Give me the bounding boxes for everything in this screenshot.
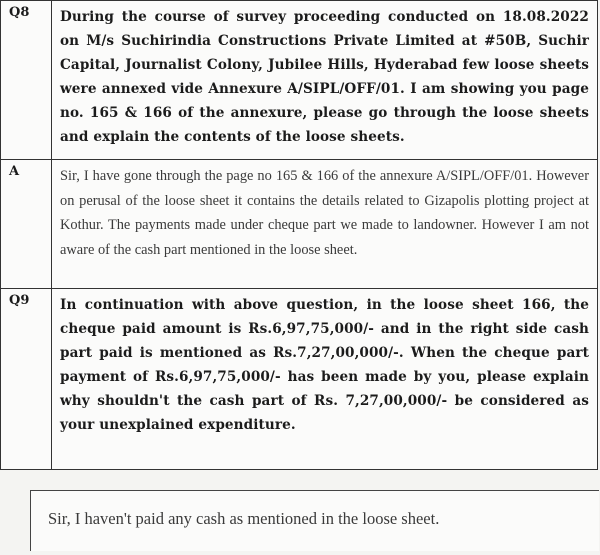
table-row	[1, 160, 598, 289]
answer-text: Sir, I have gone through the page no 165 & 166 of the annexure A/SIPL/OFF/01. However on perusal of the loose sheet it contains the details related to Gizapolis plotting project at Kothur. The payments made under cheque part we made to landowner. However I am not aware of the cash part mentioned in the loose sheet.	[52, 160, 598, 289]
page-gap	[0, 472, 600, 492]
table-row	[1, 289, 598, 470]
table-row	[1, 1, 598, 160]
question-text: During the course of survey proceeding conducted on 18.08.2022 on M/s Suchirindia Constructions Private Limited at #50B, Suchir Capital, Journalist Colony, Jubilee Hills, Hyderabad few loose sheets were annexed vide Annexure A/SIPL/OFF/01. I am showing you page no. 165 & 166 of the annexure, please go through the loose sheets and explain the contents of the loose sheets.	[52, 1, 598, 160]
question-text: In continuation with above question, in the loose sheet 166, the cheque paid amount is Rs.6,97,75,000/- and in the right side cash part paid is mentioned as Rs.7,27,00,000/-. When the cheque part payment of Rs.6,97,75,000/- has been made by you, please explain why shouldn't the cash part of Rs. 7,27,00,000/- be considered as your unexplained expenditure.	[52, 289, 598, 470]
question-label: Q8	[1, 1, 52, 160]
answer-label: A	[1, 160, 52, 289]
second-answer-text: Sir, I haven't paid any cash as mentioned in the loose sheet.	[48, 509, 440, 528]
question-label: Q9	[1, 289, 52, 470]
